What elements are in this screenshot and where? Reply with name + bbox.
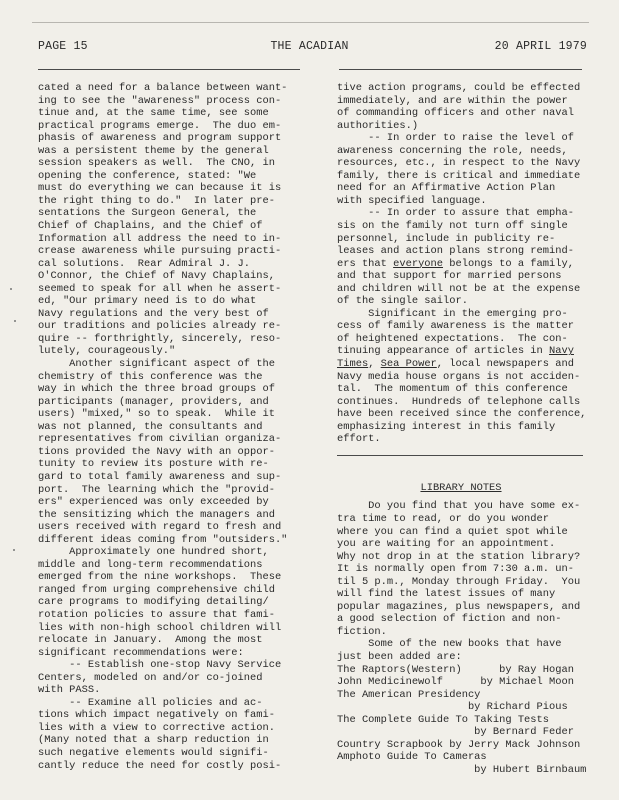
text-line: significant recommendations were: — [38, 646, 244, 659]
text-line: phasis of awareness and program support — [38, 132, 282, 145]
text-line: sis on the family not turn off single — [337, 220, 568, 233]
article-continuation-b — [337, 270, 585, 345]
text-line: by Hubert Birnbaum — [337, 763, 587, 776]
text-line: session speakers as well. The CNO, in — [38, 157, 275, 170]
text-line: cated a need for a balance between want- — [38, 82, 288, 94]
text-line: way in which the three broad groups of — [38, 383, 275, 396]
text-line: Do you find that you have some ex- — [337, 500, 581, 513]
text-line: popular magazines, plus newspapers, and — [337, 600, 581, 613]
text-line: tive action programs, could be effected — [337, 82, 581, 94]
navy-times-title: Navy — [549, 345, 574, 358]
text-line: quire -- forthrightly, sincerely, reso- — [38, 332, 282, 345]
text-line: The American Presidency — [337, 688, 481, 701]
text-line: It is normally open from 7:30 a.m. un- — [337, 563, 574, 576]
library-notes-body — [337, 500, 585, 776]
text-line: of heightened expectations. The con- — [337, 332, 568, 345]
text-line: Information all address the need to in- — [38, 232, 282, 245]
text-line: Some of the new books that have — [337, 638, 562, 651]
text-line: Another significant aspect of the — [38, 358, 275, 371]
text-line: The Complete Guide To Taking Tests — [337, 713, 550, 726]
text-line: crease awareness while pursuing practi- — [38, 245, 282, 258]
text-line: Why not drop in at the station library? — [337, 550, 581, 563]
text-line: (Many noted that a sharp reduction in — [38, 734, 269, 747]
text-line: sentations the Surgeon General, the — [38, 207, 257, 220]
text-line: participants (manager, providers, and — [38, 395, 269, 408]
text-line: gard to total family awareness and sup- — [38, 470, 282, 483]
text-line: Approximately one hundred short, — [38, 546, 269, 559]
text-line: opening the conference, stated: "We — [38, 169, 257, 182]
text-line: users received with regard to fresh and — [38, 521, 282, 534]
text-line: seemed to speak for all when he assert- — [38, 282, 282, 295]
text-line: John Medicinewolf by Michael Moon — [337, 676, 574, 689]
text-line: ing to see the "awareness" process con- — [38, 94, 282, 107]
text-line: our traditions and policies already re- — [38, 320, 282, 333]
text-line: and children will not be at the expense — [337, 282, 581, 295]
article-conclusion — [337, 371, 585, 446]
text-line: Navy regulations and the very best of — [38, 307, 269, 320]
text-line: authorities.) — [337, 119, 419, 132]
text-line: a good selection of fiction and non- — [337, 613, 562, 626]
text-line: continues. Hundreds of telephone calls — [337, 395, 581, 408]
text-line: tinue and, at the same time, see some — [38, 107, 269, 120]
text-line: chemistry of this conference was the — [38, 370, 263, 383]
text-line: tions provided the Navy with an oppor- — [38, 445, 275, 458]
text-line: by Bernard Feder — [337, 726, 574, 739]
issue-date: 20 APRIL 1979 — [494, 40, 587, 53]
text-line: awareness concerning the role, needs, — [337, 144, 568, 157]
article-continuation — [337, 82, 585, 258]
text-line: representatives from civilian organiza- — [38, 433, 282, 446]
text-line: Navy media house organs is not acciden- — [337, 370, 581, 383]
text-line: users) "mixed," so to speak. While it — [38, 408, 275, 421]
publication-title: THE ACADIAN — [270, 40, 349, 53]
text-line: tions which impact negatively on fami- — [38, 709, 275, 722]
text-line: resources, etc., in respect to the Navy — [337, 157, 581, 170]
text-line: rotation policies to assure that fami- — [38, 608, 275, 621]
text-line: just been added are: — [337, 650, 462, 663]
text-line: such negative elements would signifi- — [38, 746, 269, 759]
text-line: have been received since the conference, — [337, 408, 587, 421]
right-column — [337, 82, 585, 776]
text-line: lutely, courageously." — [38, 345, 176, 358]
text-line: leases and action plans strong remind- — [337, 245, 574, 258]
text-line: where you can find a quiet spot while — [337, 525, 568, 538]
text-line: must do everything we can because it is — [38, 182, 282, 195]
text-line: Centers, modeled on and/or co-joined — [38, 671, 263, 684]
text-line: fiction. — [337, 625, 387, 638]
text-line: tunity to review its posture with re- — [38, 458, 269, 471]
top-edge-rule — [32, 22, 589, 23]
text-line: family, there is critical and immediate — [337, 169, 581, 182]
text-line: immediately, and are within the power — [337, 94, 568, 107]
text-line: til 5 p.m., Monday through Friday. You — [337, 575, 581, 588]
text-line: -- Establish one-stop Navy Service — [38, 659, 282, 672]
text-line: cess of family awareness is the matter — [337, 320, 574, 333]
text-line: ranged from urging comprehensive child — [38, 583, 275, 596]
text-line: effort. — [337, 433, 381, 446]
text-line: care programs to modifying detailing/ — [38, 596, 269, 609]
text-line: Amphoto Guide To Cameras — [337, 751, 487, 764]
text-line: port. The learning which the "provid- — [38, 483, 275, 496]
text-line: Chief of Chaplains, and the Chief of — [38, 220, 263, 233]
text-line: the right thing to do." In later pre- — [38, 194, 275, 207]
article-line-publications: tinuing appearance of articles in Navy — [337, 345, 574, 358]
left-header-rule — [38, 69, 300, 70]
text-line: O'Connor, the Chief of Navy Chaplains, — [38, 270, 275, 283]
text-line: -- In order to assure that empha- — [337, 207, 574, 220]
text-line: need for an Affirmative Action Plan — [337, 182, 556, 195]
text-line: was not planned, the consultants and — [38, 420, 263, 433]
text-line: and that support for married persons — [337, 270, 562, 283]
article-line-publications-2: Times, Sea Power, local newspapers and — [337, 358, 574, 371]
text-line: cal solutions. Rear Admiral J. J. — [38, 257, 251, 270]
text-line: -- In order to raise the level of — [337, 132, 574, 145]
scan-speck — [10, 288, 12, 290]
text-line: ed, "Our primary need is to do what — [38, 295, 257, 308]
text-line: Significant in the emerging pro- — [337, 307, 568, 320]
text-line: Country Scrapbook by Jerry Mack Johnson — [337, 738, 581, 751]
text-line: emerged from the nine workshops. These — [38, 571, 282, 584]
text-line: different ideas coming from "outsiders." — [38, 533, 288, 546]
navy-times-title-2: Times — [337, 358, 369, 371]
text-line: with specified language. — [337, 194, 487, 207]
scan-speck — [14, 320, 16, 322]
text-line: of commanding officers and other naval — [337, 107, 574, 120]
library-notes-heading: LIBRARY NOTES — [420, 481, 502, 494]
sea-power-title: Sea Power — [380, 358, 437, 371]
text-line: of the single sailor. — [337, 295, 468, 308]
text-line: tra time to read, or do you wonder — [337, 512, 550, 525]
text-line: practical programs emerge. The duo em- — [38, 119, 282, 132]
article-line-everyone: ers that everyone belongs to a family, — [337, 257, 574, 270]
text-line: by Richard Pious — [337, 701, 568, 714]
text-line: tal. The momentum of this conference — [337, 383, 568, 396]
text-line: lies with non-high school children will — [38, 621, 282, 634]
right-header-rule — [339, 69, 582, 70]
text-line: with PASS. — [38, 684, 101, 697]
text-line: cantly reduce the need for costly posi- — [38, 759, 282, 772]
page-number: PAGE 15 — [38, 40, 88, 53]
text-line: will find the latest issues of many — [337, 588, 556, 601]
scan-speck — [13, 549, 15, 551]
text-line: ers" experienced was only exceeded by — [38, 496, 269, 509]
text-line: was a persistent theme by the general — [38, 144, 269, 157]
left-column — [38, 82, 304, 772]
text-line: -- Examine all policies and ac- — [38, 696, 263, 709]
section-divider — [337, 455, 583, 456]
everyone-underlined: everyone — [393, 257, 444, 270]
text-line: middle and long-term recommendations — [38, 558, 263, 571]
text-line: emphasizing interest in this family — [337, 420, 556, 433]
text-line: you are waiting for an appointment. — [337, 538, 556, 551]
text-line: lies with a view to corrective action. — [38, 721, 275, 734]
text-line: relocate in January. Among the most — [38, 634, 263, 647]
text-line: personnel, include in publicity re- — [337, 232, 556, 245]
text-line: The Raptors(Western) by Ray Hogan — [337, 663, 574, 676]
text-line: the sensitizing which the managers and — [38, 508, 275, 521]
